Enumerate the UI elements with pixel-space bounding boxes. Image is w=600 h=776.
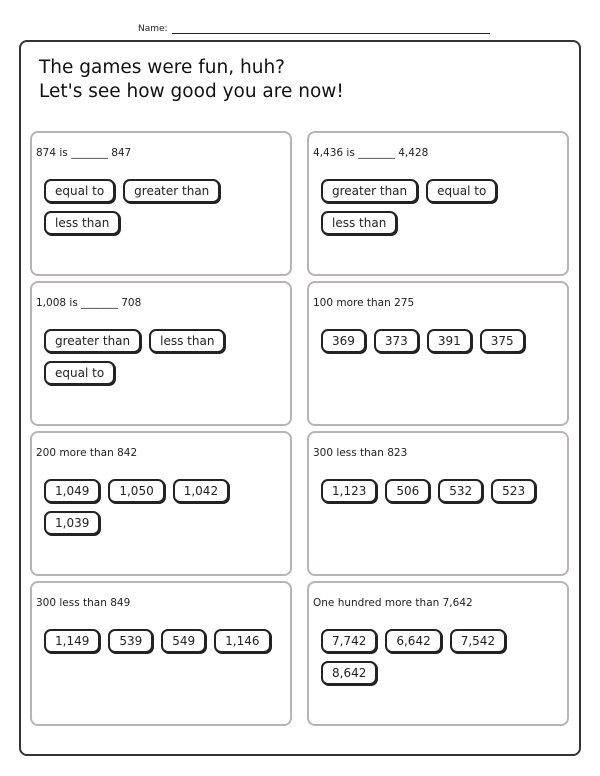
answer-options	[321, 479, 561, 503]
question-card-6	[307, 431, 569, 576]
name-line[interactable]	[172, 24, 490, 34]
answer-option[interactable]: equal to	[44, 361, 115, 385]
answer-option[interactable]: 6,642	[385, 629, 441, 653]
question-card-4	[307, 281, 569, 426]
answer-option[interactable]: 1,042	[173, 479, 229, 503]
answer-option[interactable]: 549	[161, 629, 206, 653]
answer-option[interactable]: equal to	[426, 179, 497, 203]
answer-option[interactable]: greater than	[321, 179, 418, 203]
question-text: 874 is _______ 847	[36, 147, 132, 159]
page-heading	[39, 56, 344, 104]
answer-options	[321, 629, 561, 685]
question-text: 300 less than 849	[36, 597, 131, 609]
answer-option[interactable]: 7,742	[321, 629, 377, 653]
question-text: 200 more than 842	[36, 447, 138, 459]
answer-option[interactable]: 373	[374, 329, 419, 353]
question-card-2	[307, 131, 569, 276]
answer-options	[44, 329, 284, 385]
question-text: 4,436 is _______ 4,428	[313, 147, 429, 159]
question-text: 1,008 is _______ 708	[36, 297, 142, 309]
answer-option[interactable]: greater than	[123, 179, 220, 203]
question-card-5	[30, 431, 292, 576]
answer-option[interactable]: 375	[480, 329, 525, 353]
question-text: One hundred more than 7,642	[313, 597, 473, 609]
answer-option[interactable]: 369	[321, 329, 366, 353]
answer-option[interactable]: 523	[491, 479, 536, 503]
answer-options	[44, 179, 284, 235]
answer-options	[321, 329, 561, 353]
answer-option[interactable]: 539	[108, 629, 153, 653]
answer-option[interactable]: 7,542	[450, 629, 506, 653]
answer-option[interactable]: 1,123	[321, 479, 377, 503]
answer-option[interactable]: 1,049	[44, 479, 100, 503]
worksheet	[19, 40, 581, 756]
answer-option[interactable]: 1,146	[214, 629, 270, 653]
answer-option[interactable]: 8,642	[321, 661, 377, 685]
question-card-7	[30, 581, 292, 726]
answer-option[interactable]: 506	[385, 479, 430, 503]
answer-option[interactable]: less than	[44, 211, 120, 235]
answer-option[interactable]: less than	[149, 329, 225, 353]
answer-option[interactable]: 1,050	[108, 479, 164, 503]
answer-options	[321, 179, 561, 235]
question-text: 300 less than 823	[313, 447, 408, 459]
answer-option[interactable]: less than	[321, 211, 397, 235]
question-card-3	[30, 281, 292, 426]
question-card-1	[30, 131, 292, 276]
heading-line-2: Let's see how good you are now!	[39, 81, 344, 102]
answer-option[interactable]: 1,149	[44, 629, 100, 653]
answer-option[interactable]: 1,039	[44, 511, 100, 535]
name-label: Name:	[138, 24, 168, 34]
question-text: 100 more than 275	[313, 297, 415, 309]
answer-options	[44, 479, 284, 535]
answer-option[interactable]: 391	[427, 329, 472, 353]
answer-option[interactable]: 532	[438, 479, 483, 503]
answer-option[interactable]: greater than	[44, 329, 141, 353]
question-card-8	[307, 581, 569, 726]
answer-option[interactable]: equal to	[44, 179, 115, 203]
heading-line-1: The games were fun, huh?	[39, 57, 285, 78]
answer-options	[44, 629, 284, 653]
name-field[interactable]	[138, 24, 490, 34]
